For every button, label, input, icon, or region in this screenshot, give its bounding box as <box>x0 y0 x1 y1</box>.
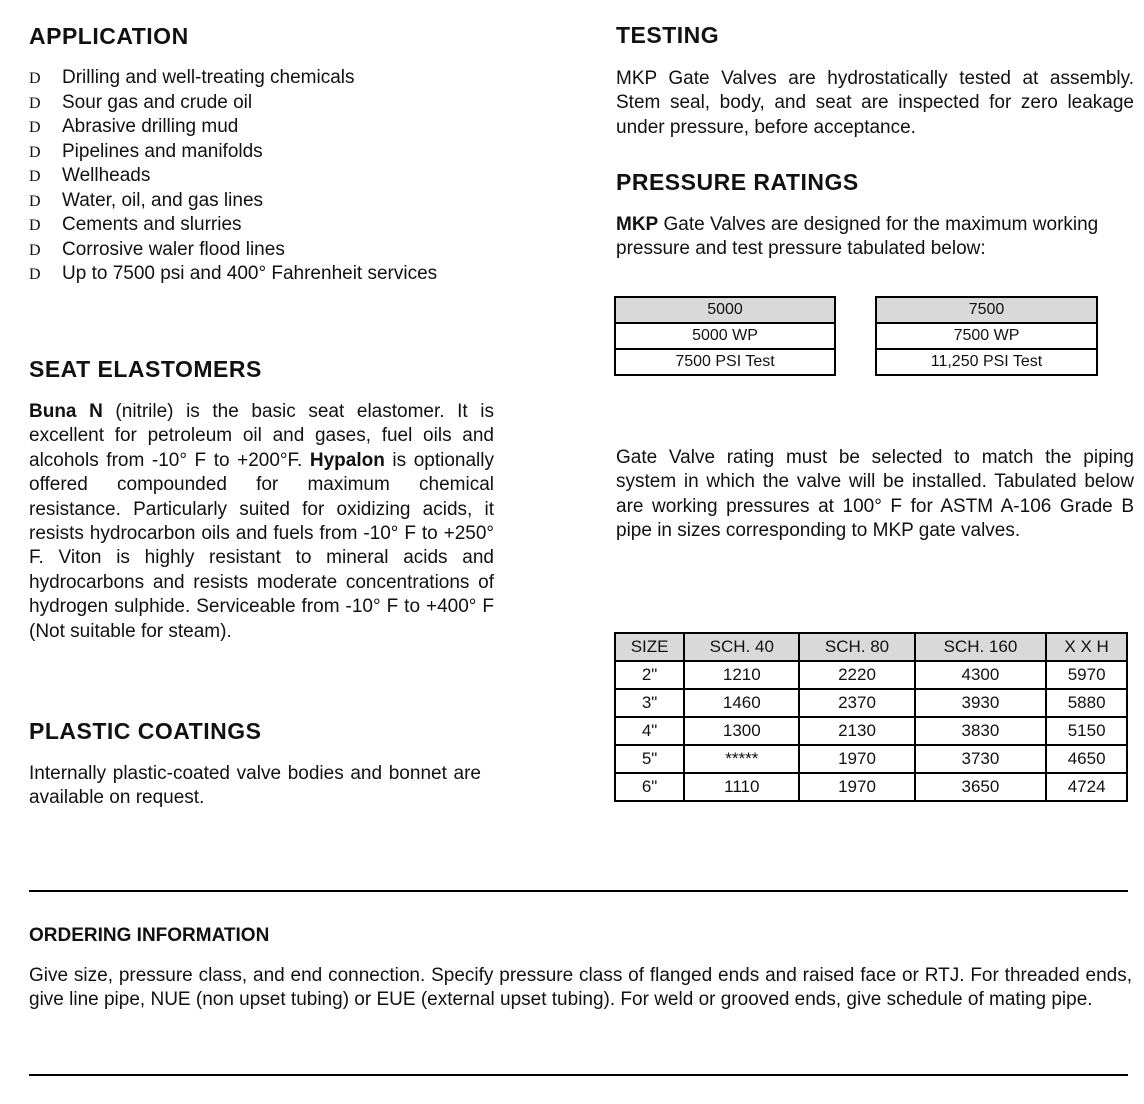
column-header: SCH. 80 <box>799 633 914 661</box>
seat-elastomers-text <box>29 400 494 644</box>
list-item-text: Drilling and well-treating chemicals <box>62 67 355 88</box>
table-cell: 3730 <box>915 745 1047 773</box>
table-cell: 1970 <box>799 773 914 801</box>
list-item <box>29 91 437 116</box>
column-header: SCH. 40 <box>684 633 799 661</box>
table-cell: 2370 <box>799 689 914 717</box>
piping-text: Gate Valve rating must be selected to match the piping system in which the valve will be installed. Tabulated below are working pressures at 100° F for ASTM A-106 Grade B pipe in sizes corresponding to MKP gate valves. <box>616 447 1134 542</box>
table-cell: 1300 <box>684 717 799 745</box>
pressure-ratings-heading: PRESSURE RATINGS <box>616 169 859 195</box>
table-cell: 2130 <box>799 717 914 745</box>
list-item-text: Sour gas and crude oil <box>62 91 253 113</box>
column-header: X X H <box>1046 633 1127 661</box>
table-cell: 1210 <box>684 661 799 689</box>
list-item <box>29 262 437 287</box>
table-row <box>615 773 1127 801</box>
table-cell: 3650 <box>915 773 1047 801</box>
bullet-icon: D <box>29 266 41 283</box>
table-cell: 5" <box>615 745 684 773</box>
bullet-icon: D <box>29 168 41 185</box>
list-item <box>29 140 437 165</box>
table-cell: 5970 <box>1046 661 1127 689</box>
column-header: SIZE <box>615 633 684 661</box>
pipe-pressure-table <box>614 632 1128 802</box>
table-cell: 1460 <box>684 689 799 717</box>
bullet-icon: D <box>29 70 41 87</box>
rating-class-cell: 5000 <box>615 297 835 323</box>
list-item-text: Wellheads <box>62 165 151 186</box>
table-cell: 4" <box>615 717 684 745</box>
testing-heading: TESTING <box>616 22 720 48</box>
hypalon-label: Hypalon <box>309 449 385 471</box>
bullet-icon: D <box>29 241 41 259</box>
table-row <box>615 717 1127 745</box>
brand-label: MKP <box>616 214 659 235</box>
rating-wp-cell: 7500 WP <box>876 323 1097 349</box>
table-cell: 4650 <box>1046 745 1127 773</box>
application-list <box>29 66 437 287</box>
table-cell: 6" <box>615 773 684 801</box>
ordering-text: Give size, pressure class, and end connection. Specify pressure class of flanged ends and raised face or RTJ. For threaded ends, give line pipe, NUE (non upset tubing) or EUE (external upset tubing). For weld or grooved ends, give schedule of mating pipe. <box>29 965 1132 1011</box>
bullet-icon: D <box>29 94 41 112</box>
table-cell: ***** <box>684 745 799 773</box>
plastic-coatings-heading: PLASTIC COATINGS <box>29 718 262 744</box>
seat-text-part-2: is optionally offered compounded for maximum chemical resistance. Particularly suited for oxidizing acids, it resists hydrocarbon oils and fuels from -10° F to +250° F. Viton is highly resistant to mineral acids and hydrocarbons and resists moderate concentrations of hydrogen sulphide. Serviceable from -10° F to +400° F (Not suitable for steam). <box>29 449 494 642</box>
list-item-text: Pipelines and manifolds <box>62 140 263 162</box>
list-item <box>29 164 437 189</box>
rating-class-cell: 7500 <box>876 297 1097 323</box>
table-cell: 3" <box>615 689 684 717</box>
table-cell: 1970 <box>799 745 914 773</box>
table-cell: 2220 <box>799 661 914 689</box>
seat-text-part-1: (nitrile) is the basic seat elastomer. It is excellent for petroleum oil and gases, fuel oils and alcohols from -10° F to +200°F. <box>29 401 495 471</box>
table-row <box>615 689 1127 717</box>
ordering-heading: ORDERING INFORMATION <box>29 925 270 946</box>
list-item-text: Cements and slurries <box>62 214 242 235</box>
rating-table-5000 <box>614 296 836 376</box>
table-cell: 1110 <box>684 773 799 801</box>
table-row <box>615 745 1127 773</box>
bullet-icon: D <box>29 217 41 234</box>
bullet-icon: D <box>29 119 41 136</box>
rating-test-cell: 11,250 PSI Test <box>876 349 1097 375</box>
rating-table-7500 <box>875 296 1098 376</box>
list-item <box>29 115 437 140</box>
list-item <box>29 238 437 263</box>
table-row <box>615 661 1127 689</box>
table-cell: 5150 <box>1046 717 1127 745</box>
rating-wp-cell: 5000 WP <box>615 323 835 349</box>
list-item-text: Water, oil, and gas lines <box>62 189 264 211</box>
list-item <box>29 213 437 238</box>
bullet-icon: D <box>29 143 41 161</box>
list-item-text: Corrosive waler flood lines <box>62 238 285 260</box>
pressure-ratings-body: Gate Valves are designed for the maximum working pressure and test pressure tabulated below: <box>616 214 1099 260</box>
table-cell: 4724 <box>1046 773 1127 801</box>
seat-elastomers-heading: SEAT ELASTOMERS <box>29 356 262 382</box>
bottom-divider <box>29 1074 1128 1076</box>
list-item <box>29 189 437 214</box>
table-cell: 2" <box>615 661 684 689</box>
table-cell: 3830 <box>915 717 1047 745</box>
buna-label: Buna N <box>29 401 103 422</box>
top-divider <box>29 890 1128 892</box>
pressure-ratings-text <box>616 213 1124 262</box>
list-item-text: Abrasive drilling mud <box>62 116 239 137</box>
table-header-row <box>615 633 1127 661</box>
table-cell: 5880 <box>1046 689 1127 717</box>
list-item-text: Up to 7500 psi and 400° Fahrenheit services <box>62 263 438 284</box>
bullet-icon: D <box>29 192 41 210</box>
rating-test-cell: 7500 PSI Test <box>615 349 835 375</box>
table-cell: 4300 <box>915 661 1047 689</box>
list-item <box>29 66 437 91</box>
application-heading: APPLICATION <box>29 23 189 49</box>
column-header: SCH. 160 <box>915 633 1047 661</box>
table-cell: 3930 <box>915 689 1047 717</box>
plastic-coatings-text: Internally plastic-coated valve bodies and bonnet are available on request. <box>29 763 481 809</box>
testing-text: MKP Gate Valves are hydrostatically tested at assembly. Stem seal, body, and seat are inspected for zero leakage under pressure, before acceptance. <box>616 68 1134 138</box>
